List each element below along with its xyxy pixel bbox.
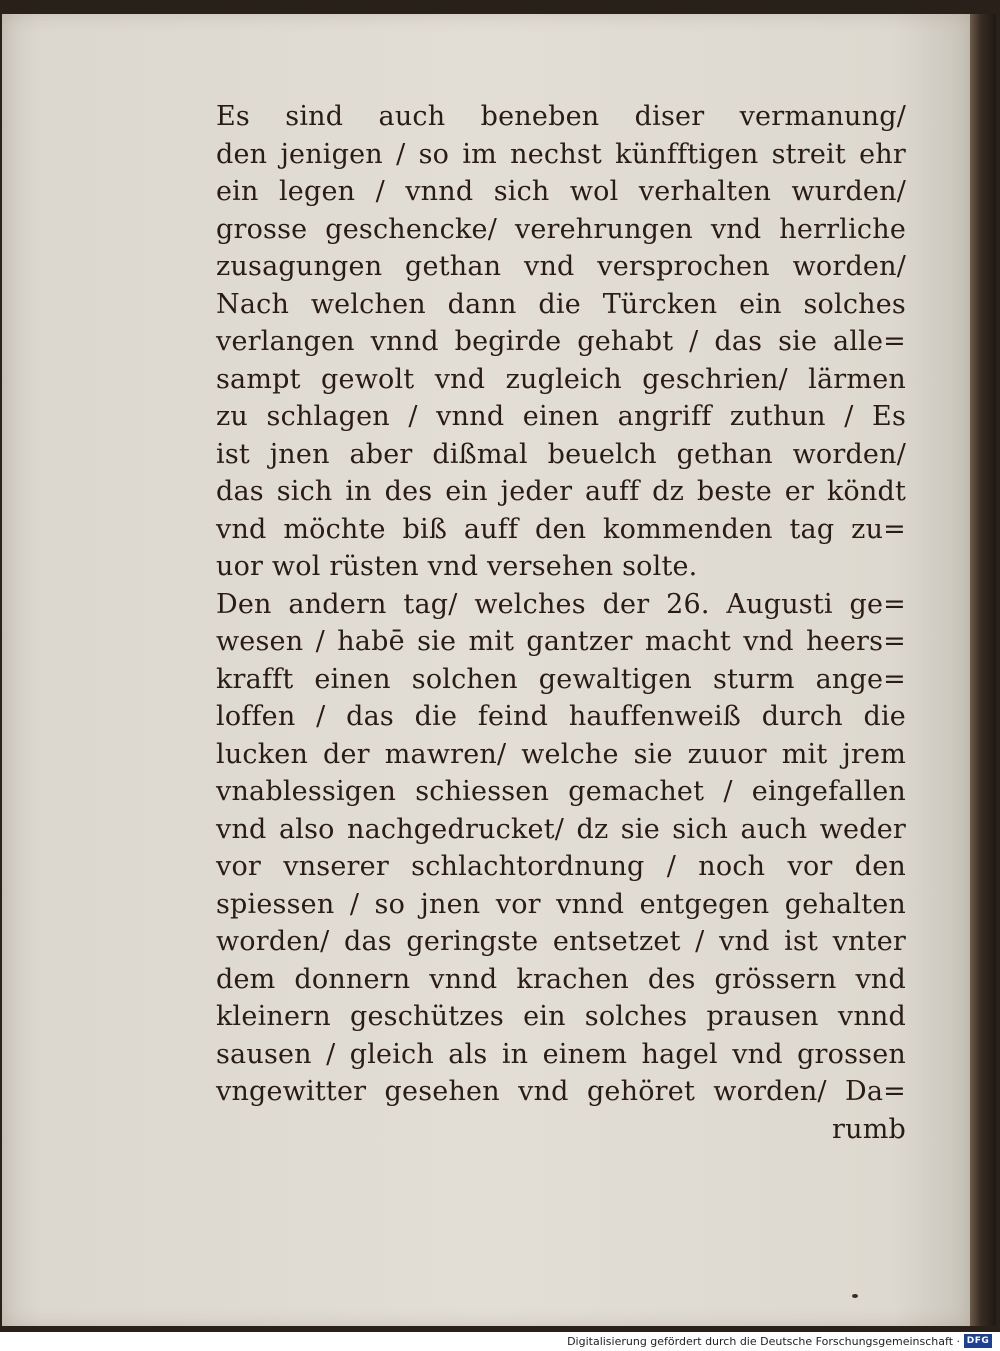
text-line: vnd möchte biß auff den kommenden tag zu= xyxy=(216,513,906,545)
text-line: zu schlagen / vnnd einen angriff zuthun / Es xyxy=(216,401,906,432)
text-line: worden/ das geringste entsetzet / vnd ist vnter xyxy=(216,926,906,957)
text-line: verlangen vnnd begirde gehabt / das sie alle= xyxy=(216,326,906,357)
text-line: vnablessigen schiessen gemachet / eingefallen xyxy=(216,776,906,807)
text-line: zusagungen gethan vnd versprochen worden/ xyxy=(216,251,906,282)
text-line: ein legen / vnnd sich wol verhalten wurden/ xyxy=(216,176,906,207)
text-line: vnd also nachgedrucket/ dz sie sich auch weder xyxy=(216,813,906,845)
text-line: sampt gewolt vnd zugleich geschrien/ lärmen xyxy=(216,363,906,395)
text-line: Nach welchen dann die Türcken ein solches xyxy=(216,288,906,320)
text-line: wesen / habē sie mit gantzer macht vnd heers= xyxy=(216,626,906,657)
text-line: den jenigen / so im nechst künfftigen streit ehr xyxy=(216,138,906,170)
body-text xyxy=(216,98,906,1148)
text-line: vor vnserer schlachtordnung / noch vor den xyxy=(216,851,906,882)
text-line: krafft einen solchen gewaltigen sturm ange= xyxy=(216,663,906,695)
text-line: sausen / gleich als in einem hagel vnd grossen xyxy=(216,1038,906,1070)
text-line: kleinern geschützes ein solches prausen vnnd xyxy=(216,1001,906,1032)
text-line: vngewitter gesehen vnd gehöret worden/ Da= xyxy=(216,1076,906,1107)
catchword: rumb xyxy=(832,1113,906,1145)
ink-speck xyxy=(852,1294,858,1298)
text-line: lucken der mawren/ welche sie zuuor mit jrem xyxy=(216,738,906,770)
text-line: spiessen / so jnen vor vnnd entgegen gehalten xyxy=(216,888,906,920)
text-line: Den andern tag/ welches der 26. Augusti ge= xyxy=(216,588,906,620)
text-line: loffen / das die feind hauffenweiß durch die xyxy=(216,701,906,732)
text-line: uor wol rüsten vnd versehen solte. xyxy=(216,551,698,582)
text-line: ist jnen aber dißmal beuelch gethan worden/ xyxy=(216,438,906,470)
text-line: dem donnern vnnd krachen des grössern vnd xyxy=(216,963,906,995)
dfg-logo: DFG xyxy=(964,1334,992,1348)
funding-credit: Digitalisierung gefördert durch die Deutsche Forschungsgemeinschaft · xyxy=(567,1335,960,1348)
page-edge xyxy=(970,14,996,1326)
text-line: Es sind auch beneben diser vermanung/ xyxy=(216,101,906,132)
text-line: das sich in des ein jeder auff dz beste er köndt xyxy=(216,476,906,507)
text-line: grosse geschencke/ verehrungen vnd herrliche xyxy=(216,213,906,245)
